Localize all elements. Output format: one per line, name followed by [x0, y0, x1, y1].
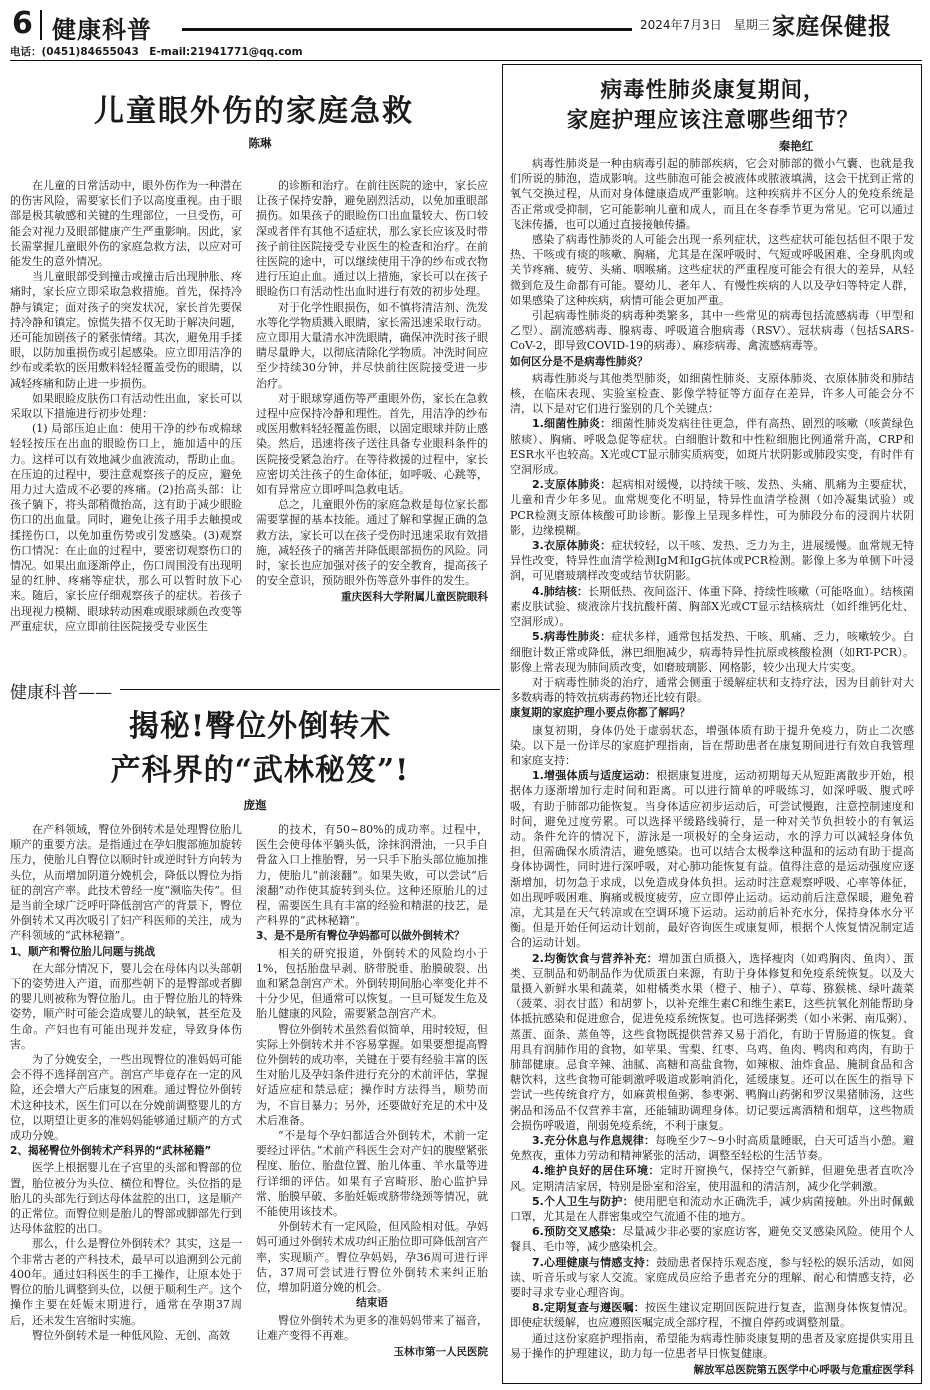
section-name: 健康科普 — [52, 15, 152, 44]
article1-source: 重庆医科大学附属儿童医院眼科 — [341, 591, 488, 604]
item-text: 起病相对缓慢，以持续干咳、发热、头痛、肌痛为主要症状，儿童和青少年多见。血常规变化不明显，特异性血清学检测（如冷凝集试验）或PCR检测支原体核酸可助诊断。影像上呈现多样性，可为肺段分布的浸润片状阴影，边缘模糊。 — [510, 478, 914, 537]
item-label: 1.增强体质与适度运动： — [532, 769, 657, 783]
paragraph: 病毒性肺炎与其他类型肺炎，如细菌性肺炎、支原体肺炎、衣原体肺炎和肺结核，在临床表现、实验室检查、影像学特征等方面存在差异，许多人可能会分不清，以下是对它们进行鉴别的几个关键点： — [510, 371, 914, 416]
header-divider — [40, 10, 42, 40]
subheading: 康复期的家庭护理小要点你都了解吗？ — [510, 707, 691, 720]
subheading: 2、揭秘臀位外倒转术产科界的“武林秘籍” — [10, 1145, 212, 1158]
paragraph: 那么，什么是臀位外倒转术？其实，这是一个非常古老的产科技术，最早可以追溯到公元前400年。通过妇科医生的手工操作，让原本处于臀位的胎儿调整到头位，以便于顺利生产。这个操作主要在妊娠末期进行，通常在孕期37周后，还未发生宫缩时实施。 — [10, 1237, 242, 1327]
issue-date: 2024年7月3日 星期三 — [640, 18, 770, 32]
paragraph: 臀位外倒转术虽然看似简单，用时较短，但实际上外倒转术并不容易掌握。如果要想提高臀位外倒转的成功率，关键在于要有经验丰富的医生对胎儿及孕妇条件进行充分的术前评估，掌握好适应症和禁忌症；操作时方法得当，顺势而为，不盲目暴力；另外，还要做好充足的术中及术后准备。 — [256, 1022, 488, 1127]
paragraph — [510, 416, 914, 477]
paragraph: 医学上根据婴儿在子宫里的头部和臀部的位置，胎位被分为头位、横位和臀位。头位指的是胎儿的头部先行到达母体盆腔的出口，这是顺产的正常位。而臀位则是胎儿的臀部或脚部先行到达母体盆腔的出口。 — [10, 1161, 242, 1236]
paragraph — [510, 629, 914, 675]
item-text: 尽量减少非必要的家庭访客，避免交叉感染风险。使用个人餐具、毛巾等，减少感染机会。 — [510, 1225, 914, 1254]
item-label: 5.个人卫生与防护： — [532, 1194, 634, 1208]
paragraph: 在产科领域，臀位外倒转术是处理臀位胎儿顺产的重要方法。是指通过在孕妇腹部施加旋转压力，使胎儿自臀位以顺时针或逆时针方向转为头位，从而增加阴道分娩机会，降低以臀位为指征的剖宫产率。此技术曾经一度“濒临失传”。但是当前全球广泛呼吁降低剖宫产的背景下，臀位外倒转术又再次吸引了妇产科医师的关注，成为产科领域的“武林秘籍”。 — [10, 823, 242, 943]
item-label: 4.肺结核： — [532, 584, 589, 598]
article2-column-2 — [256, 822, 488, 1382]
paragraph: 在儿童的日常活动中，眼外伤作为一种潜在的伤害风险，需要家长们予以高度重视。由于眼部是极其敏感和关键的生理部位，一旦受伤，可能会对视力及眼部健康产生严重影响。因此，家长需掌握儿童眼外伤的家庭急救方法，以应对可能发生的意外情况。 — [10, 179, 242, 269]
paragraph: 通过这份家庭护理指南，希望能为病毒性肺炎康复期的患者及家庭提供实用且易于操作的护理建议，助力每一位患者早日恢复健康。 — [510, 1331, 914, 1360]
paragraph: 为了分娩安全，一些出现臀位的准妈妈可能会不得不选择剖宫产。剖宫产毕竟存在一定的风险，还会增大产后康复的困难。通过臀位外倒转术这种技术，医生们可以在分娩前调整婴儿的方位，以期望让更多的准妈妈能够通过顺产的方式成功分娩。 — [10, 1053, 242, 1143]
article1-column-1 — [10, 178, 242, 658]
masthead — [10, 6, 922, 42]
paper-name: 家庭保健报 — [772, 13, 892, 40]
page-number: 6 — [12, 6, 33, 41]
article3-title — [520, 76, 906, 136]
paragraph: 病毒性肺炎是一种由病毒引起的肺部疾病，它会对肺部的微小气囊、也就是我们所说的肺泡，造成影响。这些肺泡可能会被液体或脓液填满，这会干扰到正常的氧气交换过程，从而对身体健康造成严重影响。这种疾病并不区分人的免疫系统是否正常或受抑制，它可能影响儿童和成人，而且在冬春季节更为常见。它可以通过飞沫传播，也可以通过直接接触传播。 — [510, 157, 914, 231]
paragraph: 引起病毒性肺炎的病毒种类繁多，其中一些常见的病毒包括流感病毒（甲型和乙型）、副流感病毒、腺病毒、呼吸道合胞病毒（RSV）、冠状病毒（包括SARS-CoV-2，即导致COVID-19的病毒）、麻疹病毒、禽流感病毒等。 — [510, 309, 914, 353]
header-rule — [182, 28, 632, 31]
paragraph: 对于病毒性肺炎的治疗，通常会侧重于缓解症状和支持疗法，因为目前针对大多数病毒的特效抗病毒药物还比较有限。 — [510, 675, 914, 705]
paragraph — [510, 768, 914, 950]
item-text: 症状多样，通常包括发热、干咳、肌痛、乏力，咳嗽较少。白细胞计数正常或降低，淋巴细胞减少，病毒特异性抗原或核酸检测（如RT-PCR）。影像上常表现为肺间质改变，如磨玻璃影、网格影，较少出现大片实变。 — [510, 630, 914, 674]
subheading: 如何区分是不是病毒性肺炎？ — [510, 355, 648, 368]
item-label: 6.预防交叉感染： — [532, 1225, 623, 1239]
paragraph: 的诊断和治疗。在前往医院的途中，家长应让孩子保持安静，避免剧烈活动，以免加重眼部损伤。如果孩子的眼睑伤口出血量较大、伤口较深或者伴有其他不适症状，那么家长应该及时带孩子前往医院接受专业医生的检查和治疗。在前往医院的途中，可以继续使用干净的纱布或衣物进行压迫止血。通过以上措施，家长可以在孩子眼睑伤口有活动性出血时进行有效的初步处理。 — [256, 179, 488, 299]
article3-body — [510, 156, 914, 1380]
paragraph: (1) 局部压迫止血：使用干净的纱布或棉球轻轻按压在出血的眼睑伤口上，施加适中的压力。这样可以有效地减少血液流动，帮助止血。在压迫的过程中，要注意观察孩子的反应，避免用力过大造成不必要的疼痛。(2)抬高头部：让孩子躺下，将头部稍微抬高，这有助于减少眼睑伤口的出血量。同时，避免让孩子用手去触摸或揉搓伤口，以免加重伤势或引发感染。(3)观察伤口情况：在止血的过程中，要密切观察伤口的情况。如果出血逐渐停止，伤口周围没有出现明显的红肿、疼痛等症状，那么可以暂时放下心来。随后，家长应仔细观察孩子的症状。若孩子出现视力模糊、眼球转动困难或眼球颜色改变等严重症状，应立即前往医院接受专业医生 — [10, 422, 242, 633]
item-text: 症状较轻，以干咳、发热、乏力为主，进展缓慢。血常规无特异性改变，特异性血清学检测IgM和IgG抗体或PCR检测。影像上多为单侧下叶浸润，可见磨玻璃样改变或结节状阴影。 — [510, 539, 914, 583]
section-rule — [120, 689, 500, 690]
item-label: 3.衣原体肺炎： — [532, 539, 612, 553]
item-text: 按医生建议定期回医院进行复查，监测身体恢复情况。即使症状缓解，也应遵照医嘱完成全部疗程，不擅自停药或调整剂量。 — [510, 1301, 914, 1330]
paragraph: 对于眼球穿通伤等严重眼外伤，家长在急救过程中应保持冷静和理性。首先，用洁净的纱布或医用敷料轻轻覆盖伤眼，以固定眼球并防止感染。然后，迅速将孩子送往具备专业眼科条件的医院接受紧急治疗。在等待救援的过程中，家长应密切关注孩子的生命体征，如呼吸、心跳等，如有异常应立即呼叫急救电话。 — [256, 391, 488, 497]
paragraph — [510, 584, 914, 630]
item-text: 鼓励患者保持乐观态度，参与轻松的娱乐活动，如阅读、听音乐或与家人交流。家庭成员应给予患者充分的理解、耐心和情感支持，必要时寻求专业心理咨询。 — [510, 1255, 914, 1300]
article2-title — [30, 705, 490, 793]
paragraph — [510, 477, 914, 538]
paragraph: 外倒转术有一定风险，但风险相对低。孕妈妈可通过外倒转术成功纠正胎位即可降低剖宫产率，实现顺产。臀位孕妈妈，孕36周可进行评估，37周可尝试进行臀位外倒转术来纠正胎位，增加阴道分娩的机会。 — [256, 1220, 488, 1295]
article1-column-2 — [256, 178, 488, 658]
article2-title-line-1: 揭秘!臀位外倒转术 — [128, 709, 392, 744]
item-text: 长期低热、夜间盗汗、体重下降、持续性咳嗽（可能咯血）。结核菌素皮肤试验、痰液涂片找抗酸杆菌、胸部X光或CT显示结核病灶（如纤维钙化灶、空洞形成）。 — [510, 584, 914, 629]
paragraph — [510, 538, 914, 584]
paragraph — [510, 1163, 914, 1193]
article2-title-line-2: 产科界的“武林秘笈”! — [110, 753, 410, 788]
paragraph — [510, 951, 914, 1133]
item-text: 使用肥皂和流动水正确洗手，减少病菌接触。外出时佩戴口罩，尤其是在人群密集或空气流通不佳的地方。 — [510, 1194, 914, 1224]
contact-rule — [10, 60, 922, 61]
item-label: 2.均衡饮食与营养补充： — [532, 951, 659, 965]
article-source: 解放军总医院第五医学中心呼吸与危重症医学科 — [693, 1364, 914, 1377]
article2-author: 庞迤 — [243, 798, 267, 812]
item-label: 4.维护良好的居住环境： — [532, 1164, 661, 1178]
paragraph: 臀位外倒转术是一种低风险、无创、高效 — [32, 1328, 230, 1342]
paragraph — [510, 1194, 914, 1224]
paragraph: 的技术，有50~80%的成功率。过程中，医生会使母体平躺头低，涂抹润滑油，一只手自骨盆入口上推胎臀，另一只手下胎头部位施加推力，使胎儿“前滚翻”。如果失败，可以尝试“后滚翻”动作使其旋转到头位。这种还原胎儿的过程，需要医生具有丰富的经验和精湛的技艺，是产科界的“武林秘籍”。 — [256, 823, 488, 928]
item-text: 细菌性肺炎发病往往更急，伴有高热、剧烈的咳嗽（咳黄绿色脓痰）、胸痛、呼吸急促等症状。白细胞计数和中性粒细胞比例通常升高，CRP和ESR水平也较高。X光或CT显示肺实质病变，如斑片状阴影或肺段实变，有时伴有空洞形成。 — [510, 417, 914, 477]
paragraph — [510, 1224, 914, 1254]
paragraph — [510, 1255, 914, 1301]
item-label: 7.心理健康与情感支持： — [532, 1255, 657, 1269]
item-label: 1.细菌性肺炎： — [532, 417, 612, 431]
paragraph: 如果眼睑皮肤伤口有活动性出血，家长可以采取以下措施进行初步处理： — [10, 391, 242, 421]
paragraph: 臀位外倒转术为更多的准妈妈带来了福音，让难产变得不再难。 — [256, 1313, 488, 1342]
paragraph: 对于化学性眼损伤，如不慎将清洁剂、洗发水等化学物质溅入眼睛，家长需迅速采取行动。应立即用大量清水冲洗眼睛，确保冲洗时孩子眼睛尽量睁大，以彻底清除化学物质。冲洗时间应至少持续30分钟，并尽快前往医院接受进一步治疗。 — [256, 300, 488, 390]
article-source: 玉林市第一人民医院 — [393, 1345, 488, 1358]
paragraph: 感染了病毒性肺炎的人可能会出现一系列症状，这些症状可能包括但不限于发热、干咳或有痰的咳嗽、胸痛，尤其是在深呼吸时、气短或呼吸困难、全身肌肉或关节疼痛、疲劳、头痛、咽喉痛。这些症状的严重程度可能会有很大的差异，从轻微到危及生命都有可能。婴幼儿、老年人、有慢性疾病的人以及孕妇等特定人群，如果感染了这种疾病，病情可能会更加严重。 — [510, 233, 914, 307]
subheading: 结束语 — [356, 1297, 388, 1310]
paragraph: 在大部分情况下，婴儿会在母体内以头部朝下的姿势进入产道，而那些朝下的是臀部或者脚的婴儿则被称为臀位胎儿。由于臀位胎儿的特殊姿势，顺产时可能会造成婴儿的缺氧，甚至危及生命。产妇也有可能出现并发症，导致身体伤害。 — [10, 961, 242, 1051]
paragraph: “不是每个孕妇都适合外倒转术，术前一定要经过评估。”术前产科医生会对产妇的腹壁紧张程度、胎位、胎盘位置、胎儿体重、羊水量等进行详细的评估。如果有子宫畸形、胎心监护异常、胎膜早破、多胎妊娠或脐带绕颈等情况，就不能使用该技术。 — [256, 1129, 488, 1219]
subheading: 3、是不是所有臀位孕妈都可以做外倒转术？ — [256, 930, 465, 943]
paragraph: 当儿童眼部受到撞击或撞击后出现肿胀、疼痛时，家长应立即采取急救措施。首先，保持冷静与镇定；面对孩子的突发状况，家长首先要保持冷静和镇定。惊慌失措不仅无助于解决问题，还可能加剧孩子的紧张情绪。其次，避免用手揉眼，以防加重损伤或引起感染。应立即用洁净的纱布或柔软的医用敷料轻轻覆盖受伤的眼睛，以减轻疼痛和防止进一步损伤。 — [10, 270, 242, 390]
item-text: 增加蛋白质摄入，选择瘦肉（如鸡胸肉、鱼肉）、蛋类、豆制品和奶制品作为优质蛋白来源，有助于身体修复和免疫系统恢复。以及大量摄入新鲜水果和蔬菜，如柑橘类水果（橙子、柚子）、草莓、猕猴桃、绿叶蔬菜（菠菜、羽衣甘蓝）和胡萝卜，以补充维生素C和维生素E，这些抗氧化剂能帮助身体抵抗感染和促进愈合，促进免疫系统恢复。也可选择粥类（如小米粥、南瓜粥）、蒸蛋、面条、蒸鱼等，这些食物既提供营养又易于消化，有助于胃肠道的恢复。食用具有润肺作用的食物，如苹果、雪梨、红枣、乌鸡、鱼肉、鸭肉和鸡肉，有助于肺部健康。忌食辛辣、油腻、高糖和高盐食物，如辣椒、油炸食品、腌制食品和含糖饮料，这些食物可能刺激呼吸道或影响消化，延缓康复。还可以在医生的指导下尝试一些传统食疗方，如麻黄根鱼粥、参枣粥、鸭胸山药粥和罗汉果猪肺汤，这些粥品和汤品不仅营养丰富，还能辅助调理身体。切记要远离酒精和烟草，这些物质会损伤呼吸道，削弱免疫系统，不利于康复。 — [510, 951, 914, 1132]
article3-title-line-1: 病毒性肺炎康复期间， — [600, 78, 826, 103]
item-text: 定时开窗换气，保持空气新鲜，但避免患者直吹冷风。定期清洁家居，特别是卧室和浴室，使用温和的清洁剂，减少化学刺激。 — [510, 1164, 914, 1193]
paragraph — [510, 1300, 914, 1330]
contact-line: 电话：(0451)84655043 E-mail:21941771@qq.com — [10, 46, 303, 58]
article3-title-line-2: 家庭护理应该注意哪些细节？ — [566, 108, 860, 133]
paragraph: 总之，儿童眼外伤的家庭急救是每位家长都需要掌握的基本技能。通过了解和掌握正确的急救方法，家长可以在孩子受伤时迅速采取有效措施，减轻孩子的痛苦并降低眼部损伤的风险。同时，家长也应加强对孩子的安全教育，提高孩子的安全意识，预防眼外伤等意外事件的发生。 — [256, 498, 488, 588]
paragraph: 康复初期，身体仍处于虚弱状态，增强体质有助于提升免疫力，防止二次感染。以下是一份详尽的家庭护理指南，旨在帮助患者在康复期间进行有效自我管理和家庭支持： — [510, 723, 914, 767]
article1-author: 陈琳 — [248, 136, 272, 150]
paragraph — [510, 1133, 914, 1163]
article1-title: 儿童眼外伤的家庭急救 — [94, 94, 414, 129]
item-label: 2.支原体肺炎： — [532, 478, 612, 492]
section-tag: 健康科普—— — [10, 683, 112, 703]
item-text: 每晚至少7～9小时高质量睡眠，白天可适当小憩。避免熬夜，重体力劳动和精神紧张的活动，调整至轻松的生活节奏。 — [510, 1134, 914, 1163]
item-label: 5.病毒性肺炎： — [532, 630, 612, 644]
item-label: 8.定期复查与遵医嘱： — [532, 1301, 646, 1315]
item-text: 根据康复进度，运动初期每天从短距离散步开始，根据体力逐渐增加行走时间和距离。可以进行简单的呼吸练习，如深呼吸、腹式呼吸，有助于肺部功能恢复。当身体适应初步运动后，可尝试慢跑，注意控制速度和时间，避免过度劳累。可以选择平缓路线骑行，是一种对关节负担较小的有氧运动。条件允许的情况下，游泳是一项极好的全身运动，水的浮力可以减轻身体负担，但需确保水质清洁，避免感染。也可以结合太极拳这种温和的运动有助于提高身体协调性，同时进行深呼吸，对心肺功能恢复有益。值得注意的是运动强度应逐渐增加，切勿急于求成，以免造成身体负担。运动时注意观察呼吸、心率等体征，如出现呼吸困难、胸痛或极度疲劳，应立即停止运动。运动前后注意保暖，避免着凉，尤其是在天气转凉或在空调环境下运动。运动前后补充水分，保持身体水分平衡。但是开始任何运动计划前，最好咨询医生或康复师，根据个人恢复情况制定适合的运动计划。 — [510, 769, 914, 950]
article2-column-1 — [10, 822, 242, 1382]
article3-author: 秦艳红 — [778, 139, 814, 153]
paragraph: 相关的研究报道，外倒转术的风险均小于1%，包括胎盘早剥、脐带脱垂、胎膜破裂、出血和紧急剖宫产术。外倒转期间胎心率变化并不十分少见，但通常可以恢复。一旦可疑发生危及胎儿健康的风险，需要紧急剖宫产术。 — [256, 946, 488, 1021]
item-label: 3.充分休息与作息规律： — [532, 1134, 656, 1147]
subheading: 1、顺产和臀位胎儿问题与挑战 — [10, 945, 156, 958]
